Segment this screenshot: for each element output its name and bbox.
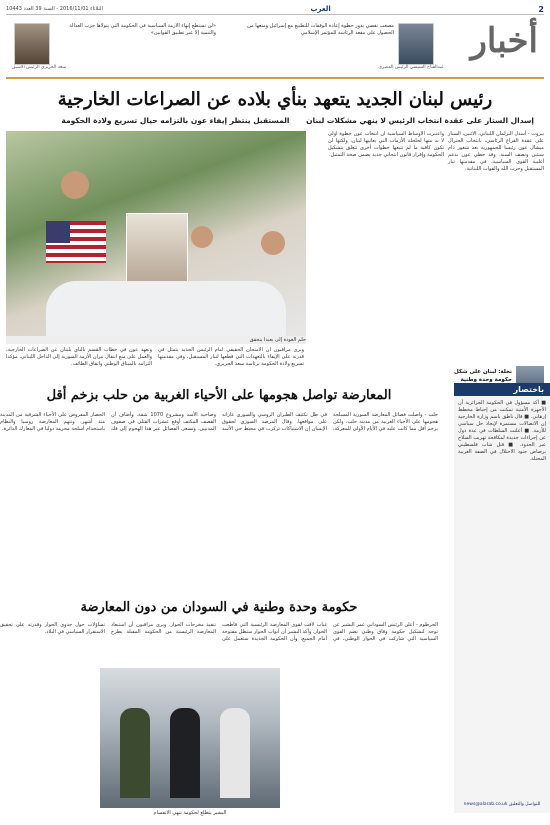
writer-quote: نخلة: لبنان على شكل حكومة وحدة وطنية: [454, 369, 512, 383]
date-line: الثلاثاء 2016/11/01 - السنة 39 العدد 10443: [6, 6, 103, 12]
lead-photo-caption: حلم العودة إلى بعبدا يتحقق: [6, 336, 306, 344]
story3-title-box: [0, 600, 438, 615]
person-figure: [61, 171, 89, 199]
subhead-2: المستقبل ينتظر إيفاء عون بالتزامه حيال تسريع ولادة الحكومة: [61, 116, 290, 125]
person-figure: [220, 708, 250, 798]
sidebar-body: ■ أكد مسؤول في الحكومة الجزائرية أن الأجهزة الأمنية تمكنت من إحباط مخطط إرهابي. ■ قال ناطق باسم وزارة الخارجية إن الاتصالات مستمرة لإيجاد حل سياسي للأزمة. ■ أعلنت السلطات في عدة دول عن إجراءات جديدة لمكافحة تهريب السلاح عبر الحدود. ■ قتل شاب فلسطيني برصاص جنود الاحتلال في الضفة الغربية المحتلة.: [458, 400, 546, 462]
masthead: [6, 15, 544, 79]
brief-sidebar: [454, 383, 550, 813]
subhead-1: إسدال الستار على عقدة انتخاب الرئيس لا ينهي مشكلات لبنان: [306, 116, 534, 125]
person-figure: [261, 231, 285, 255]
lead-body-4: ويرى مراقبون أن الامتحان الحقيقي أمام الرئيس الجديد يتمثل في قدرته على الإيفاء بالتعهدات التي قطعها لتيار المستقبل، وفي مقدمتها تسريع ولادة الحكومة برئاسة سعد الحريري.: [158, 347, 304, 367]
lead-body-2: واعتبرت الأوساط السياسية أن انتخاب عون خطوة أولى لا بد منها لحلحلة الأزمات التي يعانيها لبنان، ولكنها لن تكون كافية ما لم تتبعها خطوات أخرى تتعلق بتشكيل الحكومة وإقرار قانون انتخابي جديد يضمن صحة التمثيل.: [328, 131, 444, 158]
lead-subheads: [6, 116, 544, 125]
sidebar-title: باختصار: [454, 383, 550, 396]
person-figure: [191, 226, 213, 248]
lead-body-1: بيروت - أسدل البرلمان اللبناني، الاثنين، الستار على عقدة الفراغ الرئاسي، بانتخاب الجنرال ميشال عون رئيسا للجمهورية بعد شغور دام سنتين ونصف السنة. وقد حظي عون بدعم أغلبية القوى السياسية، في مقدمتها تيار المستقبل وحزب الله والقوات اللبنانية.: [448, 131, 544, 172]
portrait-photo: [398, 23, 434, 65]
section-title: أخبار: [470, 21, 538, 61]
flag-image: [46, 221, 106, 263]
masthead-quote-1: مصعب تقضي بدور خطوة إعادة الوقفات للتطبيع مع إسرائيل ومنعها من الحصول على مقعد الرئاسة للمؤتمر الإسلامي: [247, 23, 394, 36]
page-number: 2: [538, 4, 544, 14]
story3-text: الخرطوم - أعلن الرئيس السوداني عمر البشير عن توجه لتشكيل حكومة وفاق وطني تضم القوى السياسية التي شاركت في الحوار الوطني، في غياب لافت لقوى المعارضة الرئيسية التي قاطعت الحوار. وأكد البشير أن أبواب الحوار ستظل مفتوحة أمام الجميع، وأن الحكومة الجديدة ستعمل على تنفيذ مخرجات الحوار. ويرى مراقبون أن استبعاد المعارضة الرئيسية من الحكومة المقبلة يطرح تساؤلات حول جدوى الحوار وقدرته على تحقيق الاستقرار السياسي في البلاد.: [0, 622, 438, 642]
lead-column-2: [328, 131, 444, 336]
story2-body: [0, 412, 438, 592]
poster-image: [126, 213, 188, 283]
lead-column-4: [158, 347, 304, 417]
masthead-caption-1: عبدالفتاح السيسي الرئيس المصري: [378, 65, 444, 70]
story2-headline: المعارضة تواصل هجومها على الأحياء الغربية من حلب بزخم أقل: [46, 388, 392, 403]
lead-body-3: وتعهد عون في خطاب القسم بالنأي بلبنان عن الصراعات الخارجية، والعمل على منع انتقال نيران الأزمة السورية إلى الداخل اللبناني، مؤكدا التزامه بالميثاق الوطني واتفاق الطائف.: [6, 347, 152, 367]
lead-headline: رئيس لبنان الجديد يتعهد بنأي بلاده عن الصراعات الخارجية: [57, 89, 493, 110]
paper-name: العرب: [310, 5, 331, 13]
masthead-caption-2: سعد الحريري الرئيس الأسبق: [12, 65, 67, 70]
sudan-photo-caption: البشير يتطلع لحكومة تنهي الانقسام: [153, 810, 227, 816]
masthead-quote-2: «لن نستطع إنهاء الازمة السياسية في الحكومة التي يتولاها حزب العدالة والتنمية إلا عبر تطبيق القوانين»: [69, 23, 216, 36]
story3-body: [0, 622, 438, 666]
portrait-photo: [14, 23, 50, 65]
lead-photo: [6, 131, 306, 336]
story3-headline: حكومة وحدة وطنية في السودان من دون المعارضة: [80, 600, 358, 615]
person-figure: [170, 708, 200, 798]
lead-story: [6, 131, 544, 421]
contact-line: للتواصل والتعليق news@alarab.co.uk: [463, 802, 541, 807]
lead-column-3: [6, 347, 152, 417]
car-image: [46, 281, 286, 336]
sudan-photo: [100, 668, 280, 808]
person-figure: [120, 708, 150, 798]
lead-column: [448, 131, 544, 421]
story2-text: حلب - واصلت فصائل المعارضة السورية المسلحة هجومها على الأحياء الغربية من مدينة حلب، ولكن بزخم أقل مما كانت عليه في الأيام الأولى للمعركة، في ظل تكثيف الطيران الروسي والسوري غاراته على مواقعها. وقال المرصد السوري لحقوق الإنسان إن الاشتباكات تركزت في محيط حي الأسد وضاحية الأسد ومشروع 1070 شقة. وأضاف أن القصف المكثف أوقع عشرات القتلى في صفوف المدنيين. وتسعى الفصائل عبر هذا الهجوم إلى فك الحصار المفروض على الأحياء الشرقية من المدينة منذ أشهر. وتتهم المعارضة روسيا والنظام باستخدام أسلحة محرمة دوليا في المعارك الدائرة.: [0, 412, 438, 432]
top-info-bar: [6, 4, 544, 15]
story2-title-box: [0, 388, 438, 403]
